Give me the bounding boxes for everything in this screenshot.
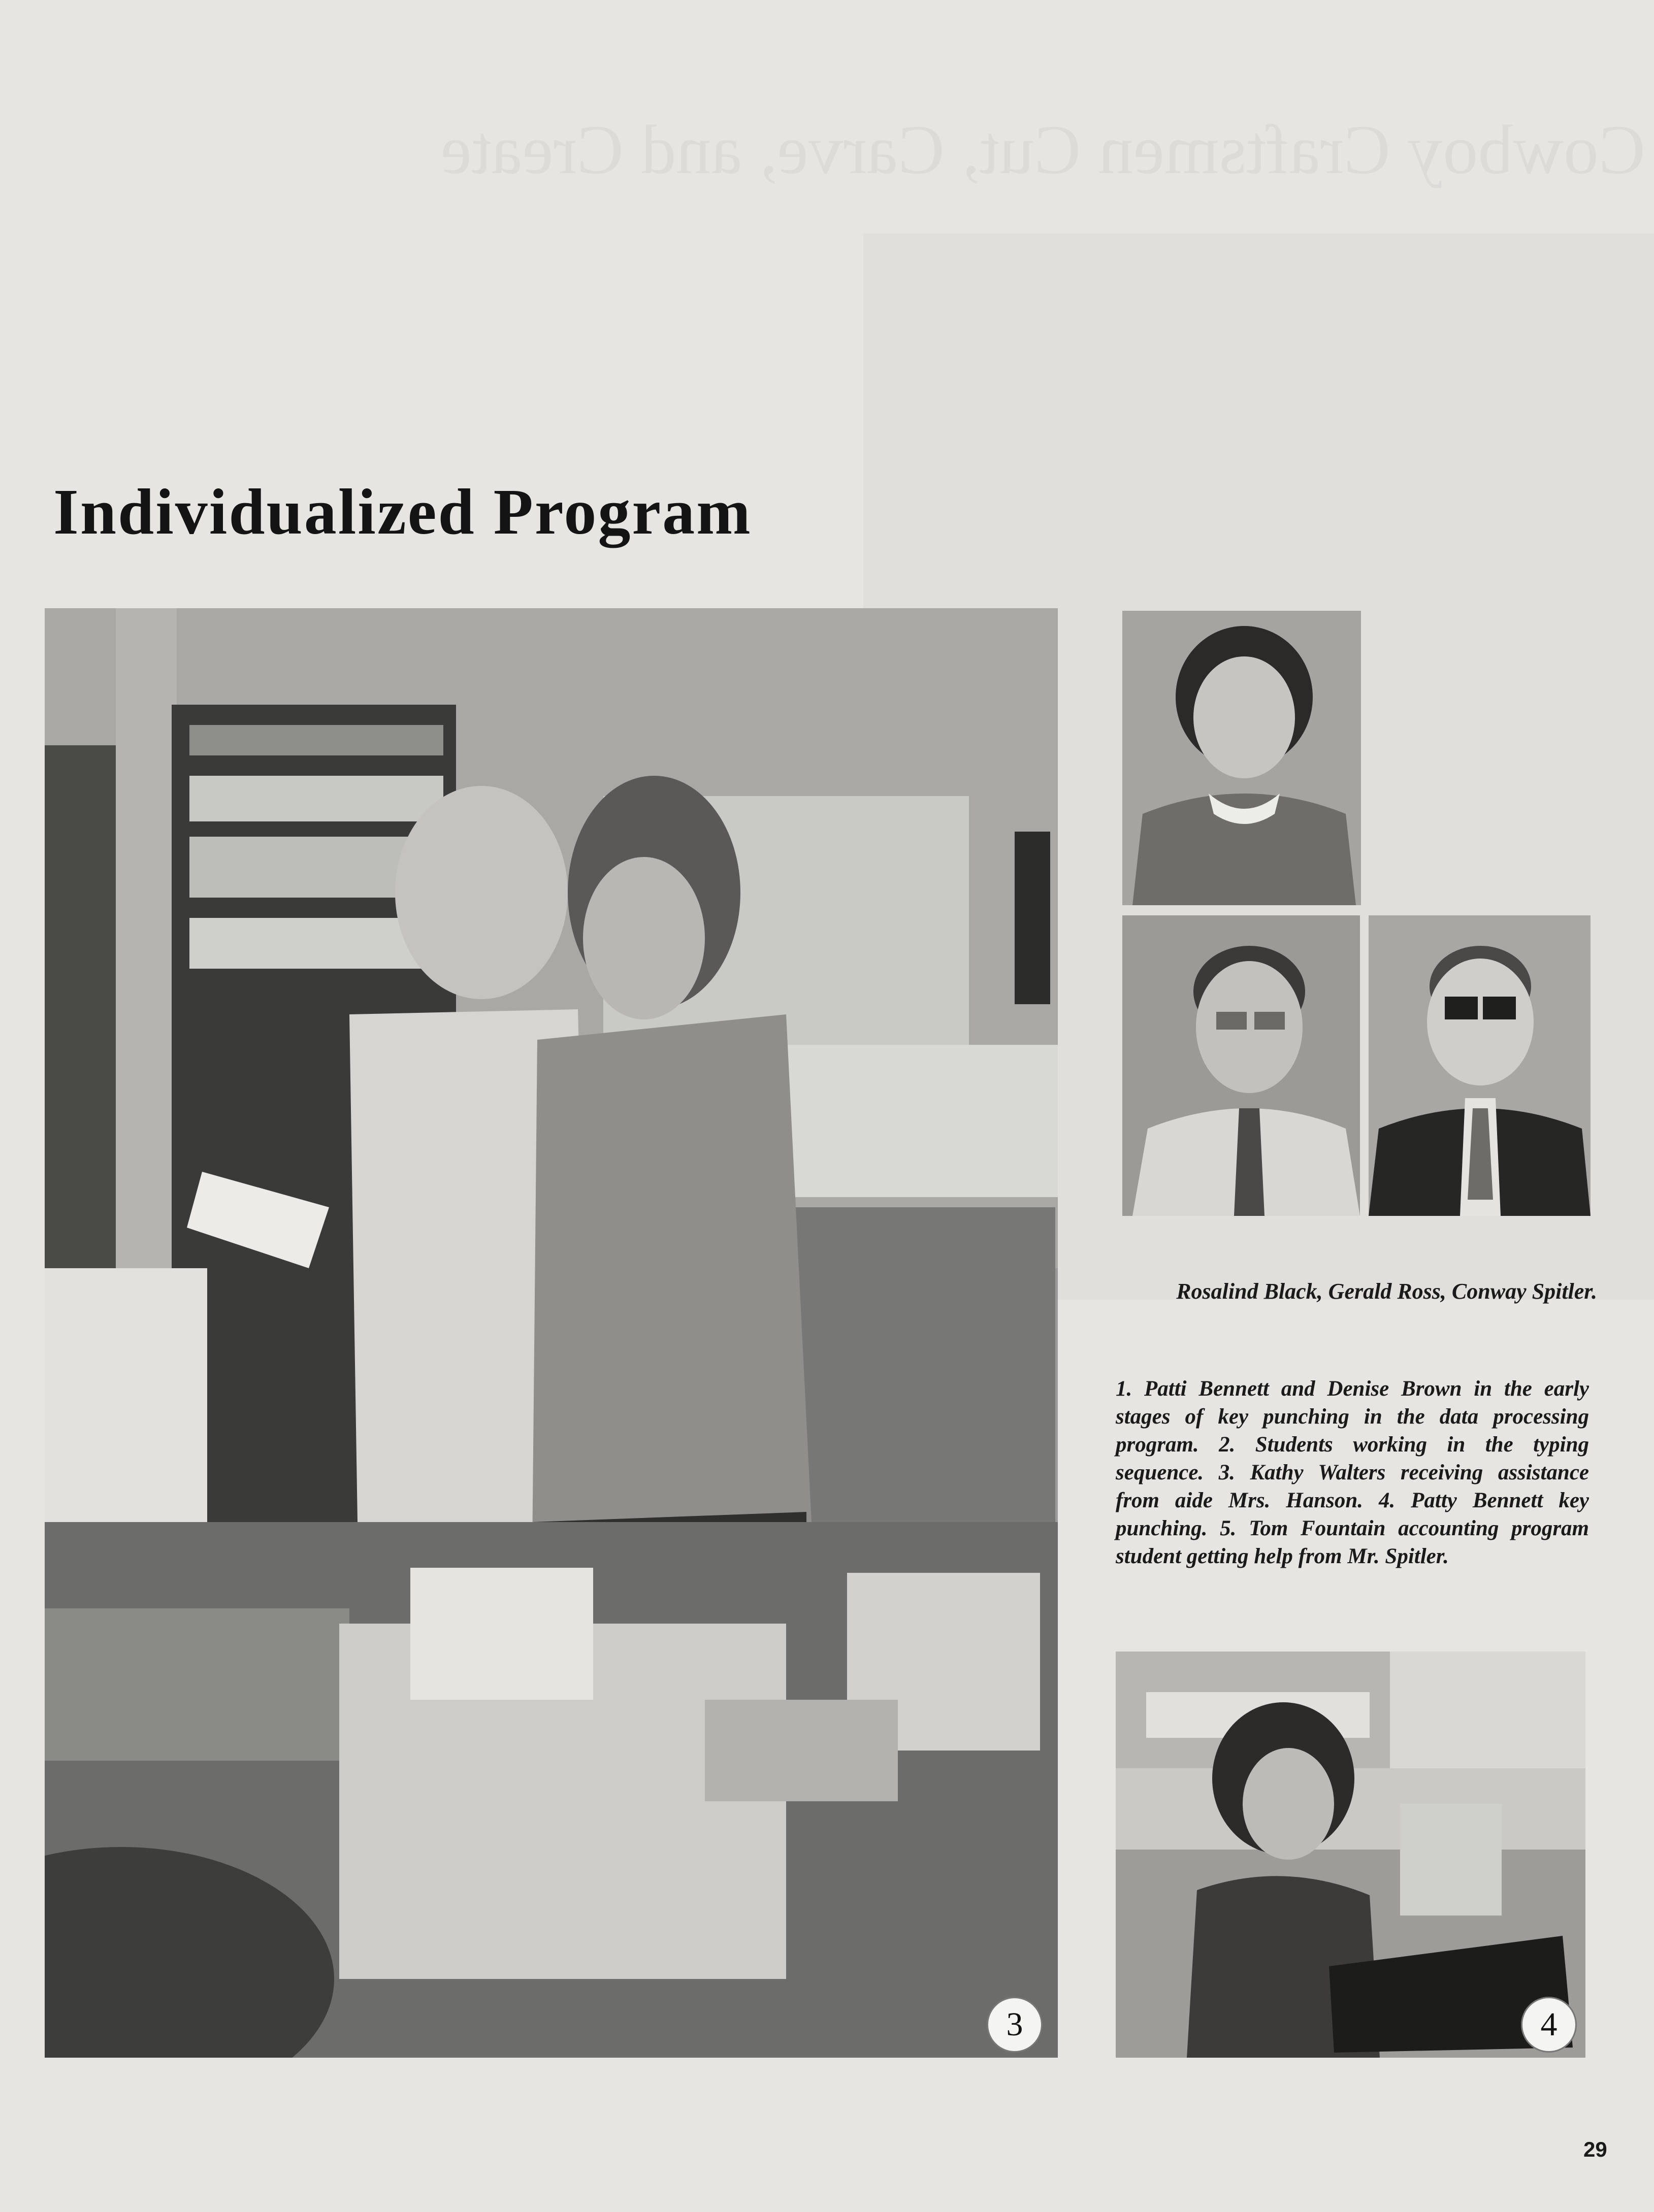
portrait-gerald-ross <box>1122 915 1360 1216</box>
typing-photo <box>1116 1652 1585 2058</box>
portrait-names-caption: Rosalind Black, Gerald Ross, Conway Spitler. <box>1176 1279 1597 1304</box>
portrait-man-glasses-image <box>1122 915 1360 1216</box>
photo-number-badge-4: 4 <box>1521 1997 1577 2053</box>
portrait-man-dark-suit-image <box>1369 915 1591 1216</box>
photo-captions: 1. Patti Bennett and Denise Brown in the early stages of key punching in the data processing program. 2. Students working in the typing sequence. 3. Kathy Walters receiving assistance from aide Mrs. Hanson. 4. Patty Bennett key punching. 5. Tom Fountain accounting program student getting help from Mr. Spitler. <box>1116 1377 1589 1568</box>
main-photo <box>45 608 1058 2058</box>
portrait-rosalind-black <box>1122 611 1361 905</box>
photo-number-badge: 3 <box>987 1997 1043 2053</box>
page-number: 29 <box>1583 2137 1607 2161</box>
facing-page-title-bleed: Cowboy Craftsmen Cut, Carve, and Create <box>440 111 1645 188</box>
typing-photo-scene <box>1116 1652 1585 2058</box>
portrait-conway-spitler <box>1369 915 1591 1216</box>
portrait-woman-image <box>1122 611 1361 905</box>
page-title: Individualized Program <box>53 476 752 548</box>
main-photo-scene <box>45 608 1058 2058</box>
